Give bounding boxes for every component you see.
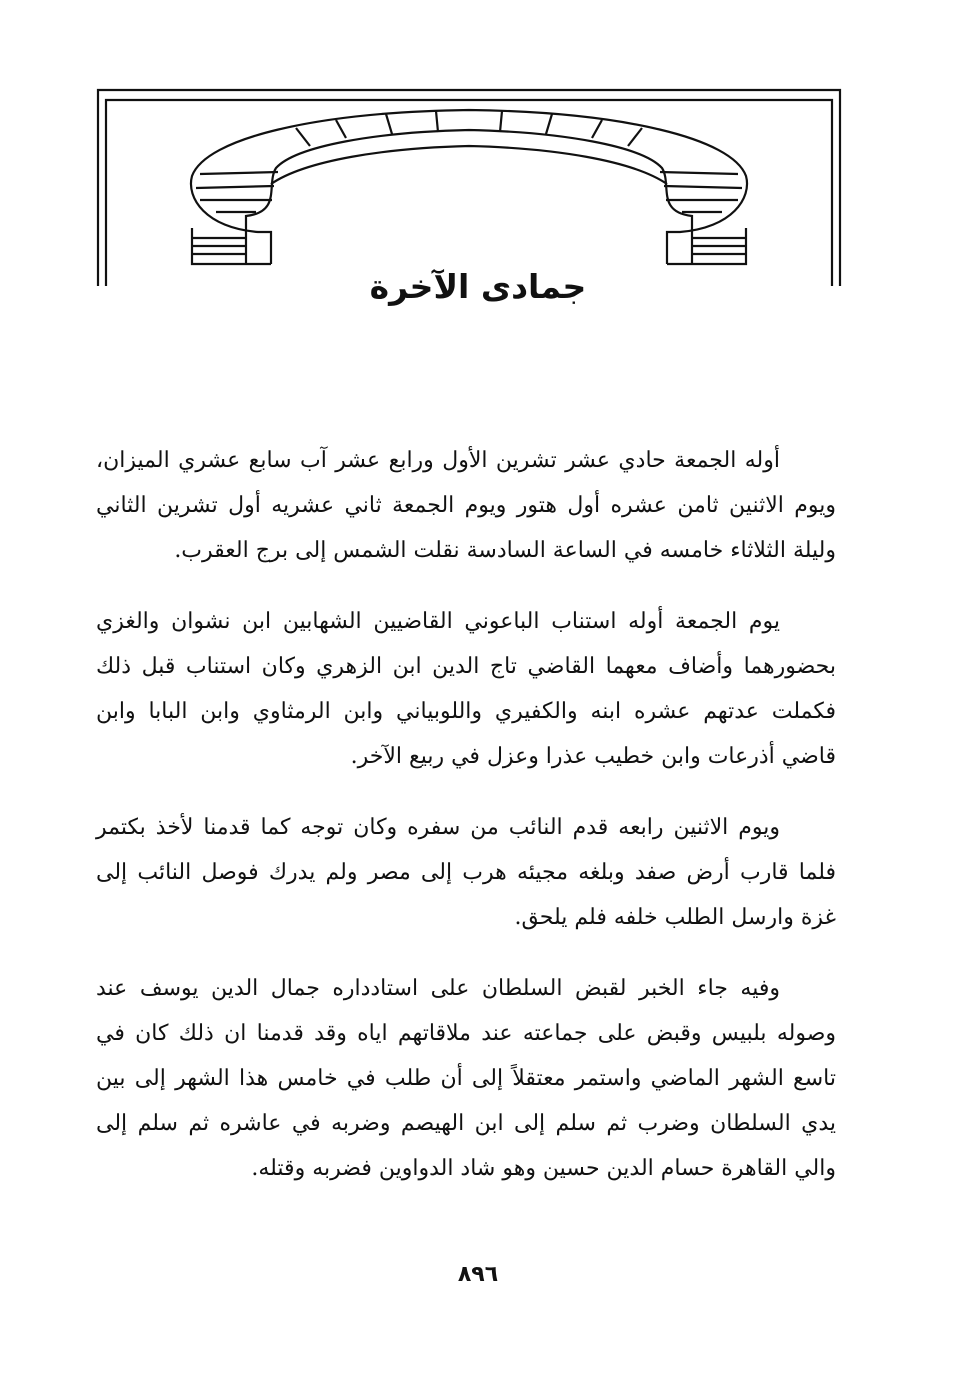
page-number: ٨٩٦ [457, 1262, 499, 1287]
chapter-header-ornament [96, 88, 842, 288]
paragraph-4: وفيه جاء الخبر لقبض السلطان على استادداره جمال الدين يوسف عند وصوله بلبيس وقبض على جماعته عند ملاقاتهم اياه وقد قدمنا ان ذلك كان في تاسع الشهر الماضي واستمر معتقلاً إلى أن طلب في خامس هذا الشهر إلى بين يدي السلطان وضرب ثم سلم إلى ابن الهيصم وضربه في عاشره ثم سلم إلى والي القاهرة حسام الدين حسين وهو شاد الدواوين فضربه وقتله. [96, 976, 836, 1181]
paragraph-3: ويوم الاثنين رابعه قدم النائب من سفره وكان توجه كما قدمنا لأخذ بكتمر فلما قارب أرض صفد وبلغه مجيئه هرب إلى مصر ولم يدرك فوصل النائب إلى غزة وارسل الطلب خلفه فلم يلحق. [96, 815, 836, 930]
body-text [96, 438, 836, 1217]
paragraph-1: أوله الجمعة حادي عشر تشرين الأول ورابع عشر آب سابع عشري الميزان، ويوم الاثنين ثامن عشره أول هتور ويوم الجمعة ثاني عشريه أول تشرين الثاني وليلة الثلاثاء خامسه في الساعة السادسة نقلت الشمس إلى برج العقرب. [96, 448, 836, 563]
paragraph-2: يوم الجمعة أوله استناب الباعوني القاضيين الشهابين ابن نشوان والغزي بحضورهما وأضاف معهما القاضي تاج الدين ابن الزهري وكان استناب قبل ذلك فكملت عدتهم عشره ابنه والكفيري واللوبياني وابن الرمثاوي وابن البابا وابن قاضي أذرعات وابن خطيب عذرا وعزل في ربيع الآخر. [96, 609, 836, 769]
chapter-title: جمادى الآخرة [369, 267, 587, 306]
